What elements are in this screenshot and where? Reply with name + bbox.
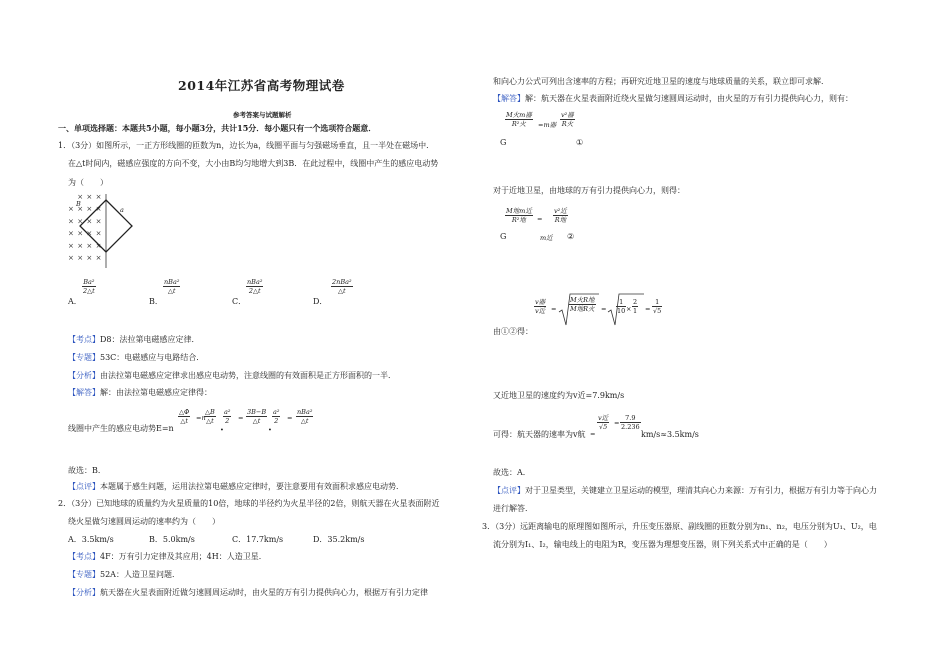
q2-ratio-frac: v器 v近: [535, 298, 546, 315]
magnetic-field-cross: ×: [68, 254, 74, 262]
magnetic-field-cross: ×: [77, 229, 84, 238]
q2-option-b[interactable]: B．5.0km/s: [149, 535, 195, 544]
page-subtitle: 参考答案与试题解析: [233, 111, 292, 119]
magnetic-field-cross: ×: [77, 205, 84, 214]
q2-option-c[interactable]: C．17.7km/s: [232, 535, 284, 544]
q1-option-a-formula: $\frac{\text{Ba²}}{2\triangle t}$: [83, 278, 95, 295]
magnetic-field-cross: ×: [95, 241, 102, 250]
magnetic-field-cross: ×: [77, 193, 84, 201]
magnetic-field-cross: ×: [86, 217, 93, 226]
magnetic-field-cross: ×: [77, 254, 84, 262]
q2-craft-result: km/s≈3.5km/s: [641, 430, 699, 439]
q3-stem-line2: 流分别为I₁、I₂，输电线上的电阻为R，变压器为理想变压器，则下列关系式中正确的是（ ）: [493, 540, 832, 549]
q1-eq-frac5: $\frac{\text{a²}}{2}$: [273, 408, 280, 425]
q2-sqrt-frac3: $\frac{2}{1}$: [633, 298, 638, 315]
magnetic-field-cross: ×: [86, 193, 93, 201]
q2-dianping-line2: 进行解答．: [493, 504, 533, 513]
magnetic-field-cross: ×: [95, 229, 102, 238]
magnetic-field-cross: ×: [95, 254, 102, 262]
magnetic-field-cross: ×: [95, 193, 102, 201]
magnetic-field-cross: ×: [68, 217, 74, 226]
magnetic-field-cross: ×: [86, 205, 93, 214]
q1-eq-equals3: =: [287, 414, 293, 422]
q2-ratio-equals2: =: [601, 305, 607, 313]
q2-eq2-marker: ②: [567, 232, 575, 241]
q1-option-d-label[interactable]: D．: [313, 297, 328, 306]
magnetic-field-cross: ×: [86, 254, 93, 262]
q1-option-c-formula: nBa² 2△t: [247, 278, 263, 295]
q1-fenxi: 【分析】由法拉第电磁感应定律求出感应电动势，注意线圈的有效面积是正方形面积的一半．: [68, 371, 396, 380]
q2-kaodian: 【考点】4F：万有引力定律及其应用；4H：人造卫星．: [68, 552, 267, 561]
magnetic-field-cross: ×: [86, 229, 93, 238]
q1-option-d-formula: 2nBa² △t: [332, 278, 352, 295]
q2-fenxi-line2: 和向心力公式可列出含速率的方程；再研究近地卫星的速度与地球质量的关系，联立即可求解．: [493, 77, 829, 86]
q1-eq-frac6: nBa² △t: [297, 408, 313, 425]
q2-combine-text: 由①②得：: [493, 327, 533, 336]
q1-eq-frac1: $\frac{\triangle\Phi}{\triangle t}$: [179, 408, 190, 425]
q1-option-c-label[interactable]: C．: [232, 297, 247, 306]
q2-sqrt-frac1: M火R地 M地R火: [570, 296, 595, 313]
q2-ratio-result: $\frac{1}{√5}$: [653, 298, 662, 315]
q1-eq-equals-n: =n: [196, 414, 206, 422]
q1-eq-frac2: $\frac{\triangle B}{\triangle t}$: [205, 408, 215, 425]
q2-eq2-mass: m近: [540, 234, 553, 242]
q2-craft-frac2: $\frac{7.9}{2.236}$: [621, 414, 640, 431]
q1-eq-frac4: $\frac{3B-B}{\triangle t}$: [247, 408, 267, 425]
q2-answer: 故选：A．: [493, 468, 531, 477]
q1-emf-text: 线圈中产生的感应电动势E=n: [68, 424, 174, 433]
q2-jieda: 【解答】解：航天器在火星表面附近绕火星做匀速圆周运动时，由火星的万有引力提供向心力，则有：: [493, 94, 853, 103]
q1-answer: 故选：B．: [68, 466, 106, 475]
q2-zhuanti: 【专题】52A：人造卫星问题．: [68, 570, 180, 579]
q2-near-earth-text: 对于近地卫星，由地球的万有引力提供向心力，则得：: [493, 186, 685, 195]
page-title: 2014年江苏省高考物理试卷: [178, 78, 345, 93]
q1-eq-frac3: $\frac{\text{a²}}{2}$: [224, 408, 231, 425]
q2-ratio-equals3: =: [645, 305, 651, 313]
q2-ratio-equals1: =: [551, 305, 557, 313]
q1-eq-dot1: •: [220, 426, 224, 434]
q2-stem-line2: 绕火星做匀速圆周运动的速率约为（ ）: [68, 517, 220, 526]
q1-stem-line1: 1．（3分）如图所示，一正方形线圈的匝数为n，边长为a，线圈平面与匀强磁场垂直，且一半处在磁场中．: [58, 141, 435, 150]
q2-dianping: 【点评】对于卫星类型，关键建立卫星运动的模型，理清其向心力来源：万有引力，根据万有引力等于向心力: [493, 486, 877, 495]
q1-eq-dot2: •: [268, 426, 272, 434]
magnetic-field-cross: ×: [95, 205, 102, 214]
q2-sqrt-frac2: $\frac{1}{10}$: [617, 298, 626, 315]
q2-eq1-mass-frac: M火m器 R²火: [506, 111, 532, 128]
q1-figure-label-b: B: [76, 200, 81, 208]
q1-option-b-label[interactable]: B．: [149, 297, 163, 306]
q2-near-speed: 又近地卫星的速度约为v近=7.9km/s: [493, 391, 625, 400]
q2-eq2-g: G: [500, 232, 507, 241]
q3-stem-line1: 3．（3分）远距离输电的原理图如图所示，升压变压器原、副线圈的匝数分别为n₁、n₂，电压分别为U₁、U₂，电: [482, 522, 877, 531]
q1-figure-label-a: a: [120, 206, 124, 214]
section-heading: 一、单项选择题：本题共5小题，每小题3分，共计15分．每小题只有一个选项符合题意．: [58, 123, 377, 133]
q1-stem-line3: 为（ ）: [68, 178, 108, 187]
q2-eq2-mass-frac: M地m近 R²地: [506, 207, 532, 224]
q1-zhuanti: 【专题】53C：电磁感应与电路结合．: [68, 353, 205, 362]
q2-eq1-marker: ①: [576, 138, 584, 147]
q2-craft-frac1: v近 √5: [598, 414, 609, 431]
q2-eq1-v-frac: v²器 R火: [561, 111, 574, 128]
magnetic-field-cross: ×: [77, 217, 84, 226]
q2-fenxi: 【分析】航天器在火星表面附近做匀速圆周运动时，由火星的万有引力提供向心力，根据万有引力定律: [68, 588, 428, 597]
q2-craft-speed-text: 可得：航天器的速率为v航: [493, 430, 586, 439]
q1-jieda: 【解答】解：由法拉第电磁感应定律得：: [68, 388, 212, 397]
q2-option-a[interactable]: A．3.5km/s: [68, 535, 114, 544]
q2-eq2-v-frac: v²近 R地: [554, 207, 567, 224]
q1-option-b-formula: nBa² △t: [164, 278, 180, 295]
q2-craft-equals1: =: [590, 430, 596, 438]
magnetic-field-cross: ×: [86, 241, 93, 250]
magnetic-field-cross: ×: [68, 241, 74, 250]
magnetic-field-cross: ×: [77, 241, 84, 250]
q2-stem-line1: 2．（3分）已知地球的质量约为火星质量的10倍，地球的半径约为火星半径的2倍，则航天器在火星表面附近: [58, 499, 440, 508]
q1-dianping: 【点评】本题属于感生问题，运用法拉第电磁感应定律时，要注意要用有效面积求感应电动势．: [68, 482, 404, 491]
q2-option-d[interactable]: D．35.2km/s: [313, 535, 365, 544]
q2-eq2-equals: =: [537, 215, 543, 223]
magnetic-field-cross: ×: [68, 205, 74, 214]
q1-option-a-label[interactable]: A．: [68, 297, 82, 306]
q1-eq-equals2: =: [238, 414, 244, 422]
q2-craft-equals2: =: [614, 419, 620, 427]
q1-stem-line2: 在△t时间内，磁感应强度的方向不变，大小由B均匀地增大到3B．在此过程中，线圈中产生的感应电动势: [68, 159, 439, 168]
magnetic-field-cross: ×: [68, 229, 74, 238]
q1-kaodian: 【考点】D8：法拉第电磁感应定律．: [68, 335, 200, 344]
q2-times: ×: [626, 305, 632, 313]
q2-eq1-rhs: =m器: [538, 121, 557, 129]
magnetic-field-cross: ×: [95, 217, 102, 226]
q2-eq1-g: G: [500, 138, 507, 147]
